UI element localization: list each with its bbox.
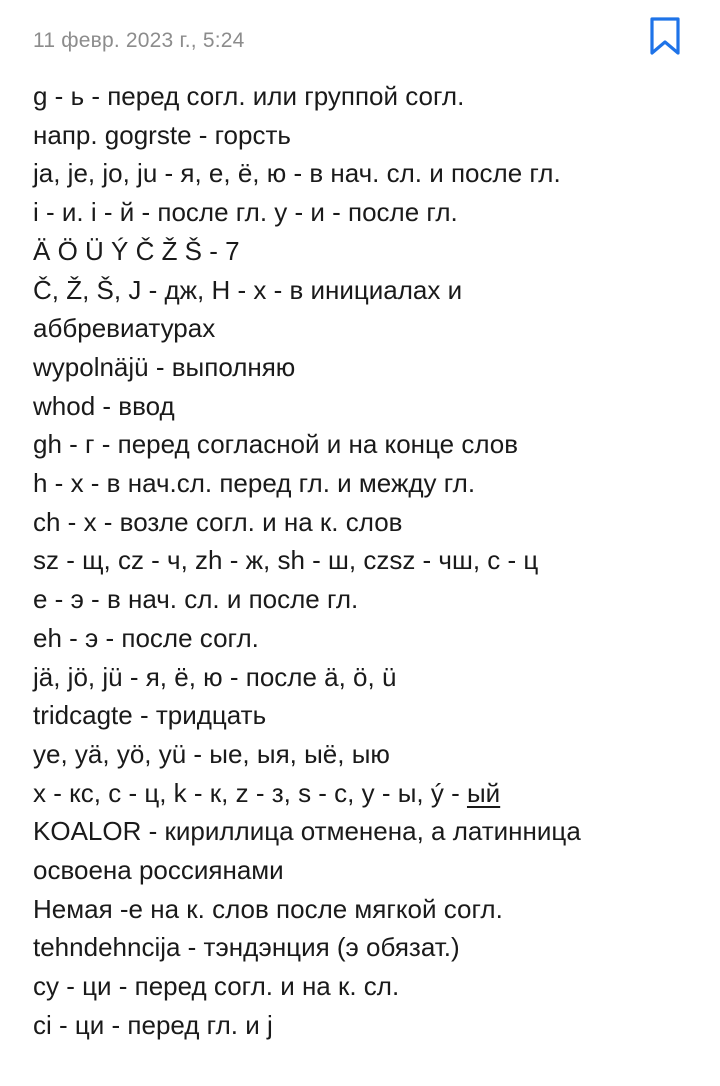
note-line: tehndehncija - тэндэнция (э обязат.) [33,932,460,963]
note-line: cy - ци - перед согл. и на к. сл. [33,971,400,1002]
note-line: g - ь - перед согл. или группой согл. [33,81,465,111]
note-line: sz - щ, cz - ч, zh - ж, sh - ш, czsz - чш, c - ц [33,545,539,576]
note-line: wypolnäjü - выполняю [33,351,296,382]
note-line: напр. gogrste - горсть [33,119,291,150]
note-line: ci - ци - перед гл. и j [33,1009,273,1040]
note-line: gh - г - перед согласной и на конце слов [33,429,519,460]
note-line: h - х - в нач.сл. перед гл. и между гл. [33,468,476,499]
note-timestamp: 11 февр. 2023 г., 5:24 [33,29,245,52]
note-line: i - и. i - й - после гл. y - и - после гл. [33,197,458,228]
bookmark-icon [649,16,681,56]
note-line: Ä Ö Ü Ý Č Ž Š - 7 [33,235,240,266]
underlined-word: ый [466,777,501,808]
note-line: e - э - в нач. сл. и после гл. [33,584,359,615]
note-line-with-underline [33,774,703,813]
note-line: Č, Ž, Š, J - дж, H - х - в инициалах и [33,274,463,305]
note-header [0,0,720,80]
note-line: tridcagte - тридцать [33,700,267,731]
note-line: освоена россиянами [33,855,284,886]
note-line: ja, je, jo, ju - я, е, ё, ю - в нач. сл. и после гл. [33,158,561,189]
bookmark-button[interactable] [649,16,681,56]
note-line-text: x - кс, c - ц, k - к, z - з, s - с, y - ы, ý - [33,777,467,808]
note-line: whod - ввод [33,390,175,421]
note-line: ye, yä, yö, yü - ые, ыя, ыё, ыю [33,738,390,769]
note-line: jä, jö, jü - я, ё, ю - после ä, ö, ü [33,661,397,692]
note-line: ch - х - возле согл. и на к. слов [33,506,403,537]
note-line: eh - э - после согл. [33,622,259,653]
note-line: Немая -e на к. слов после мягкой согл. [33,893,503,924]
note-body[interactable] [33,77,703,1045]
note-line: аббревиатурах [33,313,216,344]
note-line: KOALOR - кириллица отменена, а латинница [33,816,581,847]
